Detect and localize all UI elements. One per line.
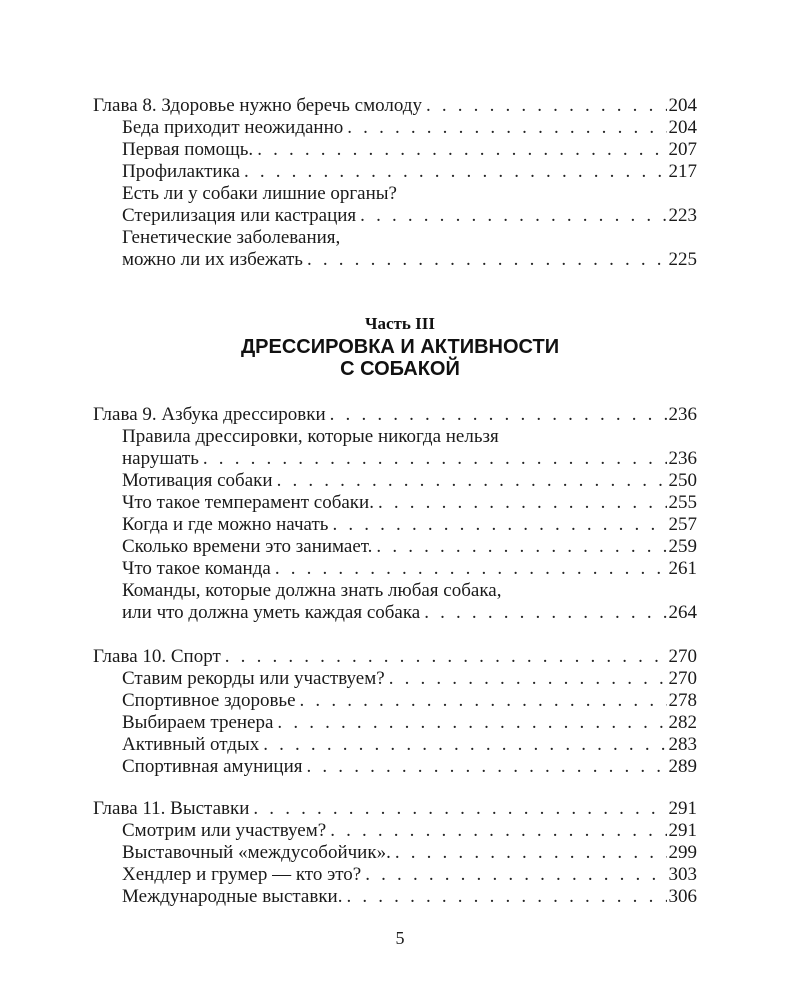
toc-entry-title: Что такое темперамент собаки. <box>122 492 374 513</box>
toc-entry[interactable] <box>122 470 697 492</box>
toc-entry[interactable] <box>122 558 697 580</box>
leader-dots <box>330 820 666 842</box>
toc-entry-page: 264 <box>668 602 697 623</box>
toc-entry[interactable] <box>122 668 697 690</box>
leader-dots <box>426 95 667 117</box>
toc-entry-page: 278 <box>668 690 697 711</box>
toc-entry[interactable] <box>122 117 697 139</box>
toc-entry-page: 236 <box>668 448 697 469</box>
toc-entry-title: Команды, которые должна знать любая собака, <box>122 580 502 601</box>
toc-entry[interactable] <box>122 712 697 734</box>
toc-entry-page: 204 <box>668 117 697 138</box>
part-label: Часть III <box>365 314 435 333</box>
toc-entry-page: 255 <box>668 492 697 513</box>
toc-entry[interactable] <box>122 492 697 514</box>
leader-dots <box>253 798 666 820</box>
toc-entry-chapter-10[interactable] <box>93 646 697 668</box>
leader-dots <box>346 886 666 908</box>
toc-entry-page: 303 <box>668 864 697 885</box>
part-title-line-1: ДРЕССИРОВКА И АКТИВНОСТИ <box>240 336 560 358</box>
toc-entry-title: Глава 9. Азбука дрессировки <box>93 404 326 425</box>
leader-dots <box>277 470 667 492</box>
toc-entry[interactable] <box>122 756 697 778</box>
toc-entry-page: 250 <box>668 470 697 491</box>
leader-dots <box>225 646 667 668</box>
toc-entry-continued[interactable] <box>122 227 697 249</box>
toc-entry-title: Сколько времени это занимает. <box>122 536 373 557</box>
toc-entry[interactable] <box>122 161 697 183</box>
toc-entry[interactable] <box>122 690 697 712</box>
toc-entry-title: можно ли их избежать <box>122 249 303 270</box>
toc-entry-page: 217 <box>668 161 697 182</box>
toc-entry-page: 270 <box>668 668 697 689</box>
toc-entry[interactable] <box>122 139 697 161</box>
toc-entry-chapter-11[interactable] <box>93 798 697 820</box>
toc-entry-title: Хендлер и грумер — кто это? <box>122 864 362 885</box>
leader-dots <box>244 161 667 183</box>
toc-entry-chapter-8[interactable] <box>93 95 697 117</box>
toc-entry-continued[interactable] <box>122 183 697 205</box>
toc-entry[interactable] <box>122 249 697 271</box>
page-number: 5 <box>395 928 405 948</box>
leader-dots <box>300 690 667 712</box>
toc-entry-page: 306 <box>668 886 697 907</box>
toc-entry[interactable] <box>122 448 697 470</box>
toc-entry-title: Что такое команда <box>122 558 271 579</box>
toc-entry-page: 207 <box>668 139 697 160</box>
toc-entry[interactable] <box>122 820 697 842</box>
leader-dots <box>376 536 666 558</box>
toc-entry-page: 282 <box>668 712 697 733</box>
toc-entry[interactable] <box>122 205 697 227</box>
leader-dots <box>277 712 666 734</box>
toc-entry-page: 291 <box>668 820 697 841</box>
toc-entry-chapter-9[interactable] <box>93 404 697 426</box>
leader-dots <box>307 249 667 271</box>
leader-dots <box>330 404 667 426</box>
toc-entry-title: Спортивная амуниция <box>122 756 303 777</box>
part-title-line-2: С СОБАКОЙ <box>340 358 460 380</box>
toc-entry-page: 291 <box>668 798 697 819</box>
leader-dots <box>332 514 666 536</box>
leader-dots <box>378 492 667 514</box>
toc-entry[interactable] <box>122 602 697 624</box>
toc-entry-page: 236 <box>668 404 697 425</box>
toc-entry-title: Спортивное здоровье <box>122 690 296 711</box>
toc-entry-page: 204 <box>668 95 697 116</box>
toc-entry[interactable] <box>122 842 697 864</box>
toc-entry-page: 289 <box>668 756 697 777</box>
toc-entry-page: 283 <box>668 734 697 755</box>
leader-dots <box>263 734 666 756</box>
toc-entry[interactable] <box>122 734 697 756</box>
toc-entry[interactable] <box>122 514 697 536</box>
leader-dots <box>424 602 666 624</box>
toc-entry-title: Активный отдых <box>122 734 260 755</box>
toc-entry[interactable] <box>122 864 697 886</box>
toc-entry-title: Выбираем тренера <box>122 712 274 733</box>
toc-entry-title: Глава 11. Выставки <box>93 798 250 819</box>
toc-entry-title: или что должна уметь каждая собака <box>122 602 421 623</box>
toc-entry-page: 299 <box>668 842 697 863</box>
toc-entry-title: Глава 8. Здоровье нужно беречь смолоду <box>93 95 422 116</box>
leader-dots <box>203 448 667 470</box>
toc-entry-title: Когда и где можно начать <box>122 514 329 535</box>
toc-entry[interactable] <box>122 886 697 908</box>
toc-entry-title: Правила дрессировки, которые никогда нельзя <box>122 426 499 447</box>
toc-entry-title: Международные выставки. <box>122 886 343 907</box>
toc-entry-page: 257 <box>668 514 697 535</box>
leader-dots <box>257 139 666 161</box>
toc-entry-title: Есть ли у собаки лишние органы? <box>122 183 397 204</box>
toc-entry-title: Смотрим или участвуем? <box>122 820 327 841</box>
toc-entry-page: 261 <box>668 558 697 579</box>
leader-dots <box>389 668 667 690</box>
toc-entry-title: Мотивация собаки <box>122 470 273 491</box>
leader-dots <box>395 842 667 864</box>
leader-dots <box>307 756 667 778</box>
toc-entry-title: Первая помощь. <box>122 139 254 160</box>
toc-entry-continued[interactable] <box>122 426 697 448</box>
toc-entry-title: нарушать <box>122 448 199 469</box>
toc-entry-title: Стерилизация или кастрация <box>122 205 357 226</box>
toc-entry-title: Ставим рекорды или участвуем? <box>122 668 385 689</box>
leader-dots <box>365 864 666 886</box>
toc-entry-title: Генетические заболевания, <box>122 227 341 248</box>
leader-dots <box>347 117 666 139</box>
toc-entry-page: 270 <box>668 646 697 667</box>
toc-entry-page: 223 <box>668 205 697 226</box>
leader-dots <box>275 558 667 580</box>
toc-entry-title: Беда приходит неожиданно <box>122 117 344 138</box>
toc-entry-page: 259 <box>668 536 697 557</box>
toc-entry-title: Профилактика <box>122 161 240 182</box>
toc-entry-continued[interactable] <box>122 580 697 602</box>
toc-entry-title: Выставочный «междусобойчик». <box>122 842 391 863</box>
toc-entry-page: 225 <box>668 249 697 270</box>
toc-entry[interactable] <box>122 536 697 558</box>
leader-dots <box>360 205 666 227</box>
toc-entry-title: Глава 10. Спорт <box>93 646 221 667</box>
